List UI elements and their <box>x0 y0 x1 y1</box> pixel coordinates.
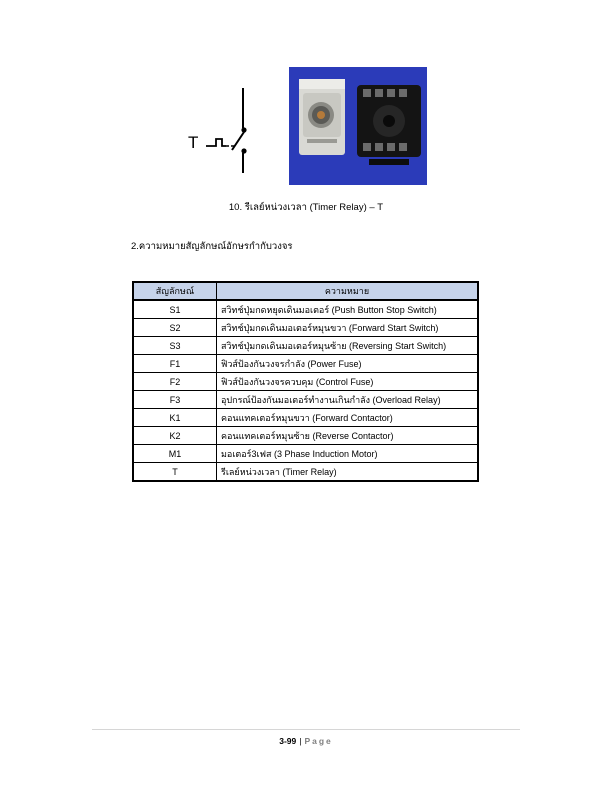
row-symbol: K2 <box>133 427 217 445</box>
row-symbol: F3 <box>133 391 217 409</box>
table-row <box>133 427 478 445</box>
symbol-meaning-table <box>132 281 479 482</box>
row-symbol: K1 <box>133 409 217 427</box>
page-word: Page <box>304 736 333 746</box>
row-meaning: ฟิวส์ป้องกันวงจรควบคุม (Control Fuse) <box>217 373 479 391</box>
row-symbol: T <box>133 463 217 482</box>
row-meaning: คอนแทคเตอร์หมุนขวา (Forward Contactor) <box>217 409 479 427</box>
symbol-letter: T <box>188 133 199 152</box>
table-row <box>133 337 478 355</box>
header-meaning: ความหมาย <box>217 282 479 300</box>
row-meaning: รีเลย์หน่วงเวลา (Timer Relay) <box>217 463 479 482</box>
row-meaning: อุปกรณ์ป้องกันมอเตอร์ทำงานเกินกำลัง (Overload Relay) <box>217 391 479 409</box>
header-symbol: สัญลักษณ์ <box>133 282 217 300</box>
row-meaning: ฟิวส์ป้องกันวงจรกำลัง (Power Fuse) <box>217 355 479 373</box>
page-footer <box>0 736 612 746</box>
row-meaning: สวิทช์ปุ่มกดหยุดเดินมอเตอร์ (Push Button Stop Switch) <box>217 300 479 319</box>
row-symbol: F2 <box>133 373 217 391</box>
footer-divider <box>92 729 520 730</box>
table-header-row <box>133 282 478 300</box>
row-symbol: S2 <box>133 319 217 337</box>
table-row <box>133 355 478 373</box>
table-row <box>133 391 478 409</box>
row-symbol: S3 <box>133 337 217 355</box>
table-row <box>133 463 478 482</box>
table-row <box>133 373 478 391</box>
figure-caption: 10. รีเลย์หน่วงเวลา (Timer Relay) – T <box>228 202 384 213</box>
page-number: 3-99 <box>279 736 297 746</box>
table-row <box>133 319 478 337</box>
footer-separator: | <box>299 736 302 746</box>
row-symbol: M1 <box>133 445 217 463</box>
row-meaning: มอเตอร์3เฟส (3 Phase Induction Motor) <box>217 445 479 463</box>
table-row <box>133 445 478 463</box>
table-row <box>133 300 478 319</box>
row-meaning: สวิทช์ปุ่มกดเดินมอเตอร์หมุนซ้าย (Reversing Start Switch) <box>217 337 479 355</box>
row-meaning: คอนแทคเตอร์หมุนซ้าย (Reverse Contactor) <box>217 427 479 445</box>
table-row <box>133 409 478 427</box>
timer-relay-photo <box>289 67 427 185</box>
section-title: 2.ความหมายสัญลักษณ์อักษรกำกับวงจร <box>131 241 293 252</box>
row-meaning: สวิทช์ปุ่มกดเดินมอเตอร์หมุนขวา (Forward Start Switch) <box>217 319 479 337</box>
timer-relay-symbol <box>180 88 270 173</box>
row-symbol: S1 <box>133 300 217 319</box>
row-symbol: F1 <box>133 355 217 373</box>
